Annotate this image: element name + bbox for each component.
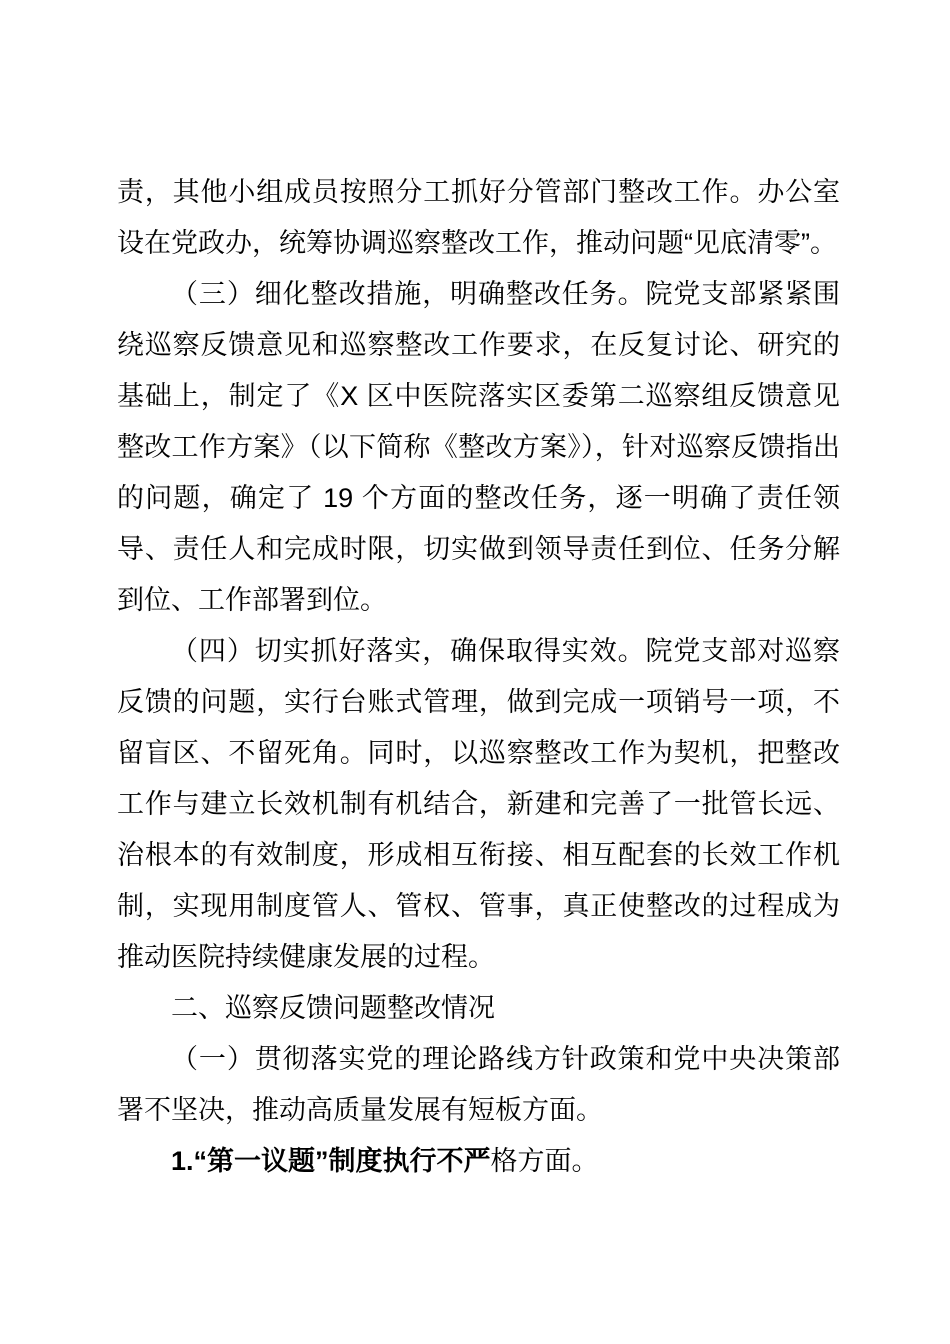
paragraph-subsection-1 — [117, 1034, 840, 1136]
heading-part-two — [117, 983, 840, 1034]
paragraph-item-1 — [117, 1136, 840, 1187]
paragraph-section-4 — [117, 626, 840, 983]
paragraph-text: （三）细化整改措施，明确整改任务。院党支部紧紧围绕巡察反馈意见和巡察整改工作要求，在反复讨论、研究的基础上，制定了《X 区中医院落实区委第二巡察组反馈意见整改工作方案》（以下简称《整改方案》），针对巡察反馈指出的问题，确定了 19 个方面的整改任务，逐一明确了责任领导、责任人和完成时限，切实做到领导责任到位、任务分解到位、工作部署到位。 — [117, 279, 840, 615]
paragraph-text-bold: 1.“第一议题”制度执行不严 — [171, 1146, 491, 1176]
paragraph-text: （一）贯彻落实党的理论路线方针政策和党中央决策部署不坚决，推动高质量发展有短板方面。 — [117, 1044, 840, 1125]
paragraph-text: 格方面。 — [490, 1146, 599, 1176]
paragraph-text: （四）切实抓好落实，确保取得实效。院党支部对巡察反馈的问题，实行台账式管理，做到完成一项销号一项，不留盲区、不留死角。同时，以巡察整改工作为契机，把整改工作与建立长效机制有机结合，新建和完善了一批管长远、治根本的有效制度，形成相互衔接、相互配套的长效工作机制，实现用制度管人、管权、管事，真正使整改的过程成为推动医院持续健康发展的过程。 — [117, 636, 840, 972]
heading-text: 二、巡察反馈问题整改情况 — [171, 993, 495, 1023]
paragraph-continuation — [117, 167, 840, 269]
paragraph-section-3 — [117, 269, 840, 626]
paragraph-text: 责，其他小组成员按照分工抓好分管部门整改工作。办公室设在党政办，统筹协调巡察整改工作，推动问题“见底清零”。 — [117, 177, 840, 258]
